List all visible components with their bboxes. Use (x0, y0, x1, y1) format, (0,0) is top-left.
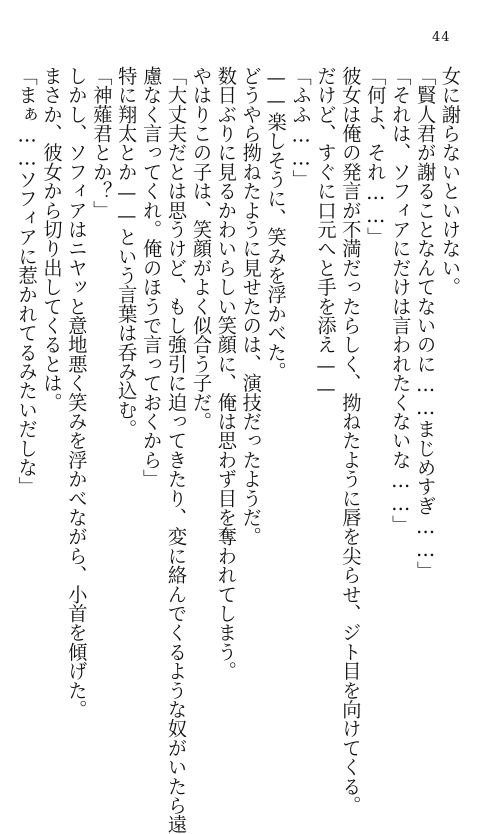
text-line: 「大丈夫だとは思うけど、もし強引に迫ってきたり、変に絡んでくるような奴がいたら遠 (165, 66, 189, 834)
text-line: やはりこの子は、笑顔がよく似合う子だ。 (189, 66, 213, 431)
text-line: どうやら拗ねたように見せたのは、演技だったようだ。 (239, 66, 263, 546)
text-line: 女に謝らないといけない。 (439, 66, 462, 297)
text-line: 特に翔太とか——という言葉は呑み込む。 (115, 66, 139, 439)
page-number: 44 (432, 30, 451, 45)
text-line: 「それは、ソフィアにだけは言われたくないな……」 (389, 66, 413, 535)
text-line: まさか、彼女から切り出してくるとは。 (40, 66, 64, 412)
text-line: だけど、すぐに口元へと手を添え—— (314, 66, 338, 400)
text-line: 「何よ、それ……」 (364, 66, 388, 247)
text-line: 慮なく言ってくれ。俺のほうで言っておくから」 (140, 66, 164, 489)
text-line: 数日ぶりに見るかわいらしい笑顔に、俺は思わず目を奪われてしまう。 (214, 66, 238, 681)
text-line: ——楽しそうに、笑みを浮かべた。 (264, 66, 288, 381)
novel-text (14, 66, 462, 834)
text-line: 「ふふ……」 (289, 66, 313, 189)
text-line: 「賢人君が謝ることなんてないのに……まじめすぎ……」 (414, 66, 438, 581)
text-line: 「まぁ……ソフィアに惹かれてるみたいだしな」 (15, 66, 39, 496)
text-line: 「神薙君とか？」 (90, 66, 114, 220)
text-line: しかし、ソフィアはニヤッと意地悪く笑みを浮かべながら、小首を傾げた。 (65, 66, 89, 719)
text-line: 彼女は俺の発言が不満だったらしく、拗ねたように唇を尖らせ、ジト目を向けてくる。 (339, 66, 363, 815)
